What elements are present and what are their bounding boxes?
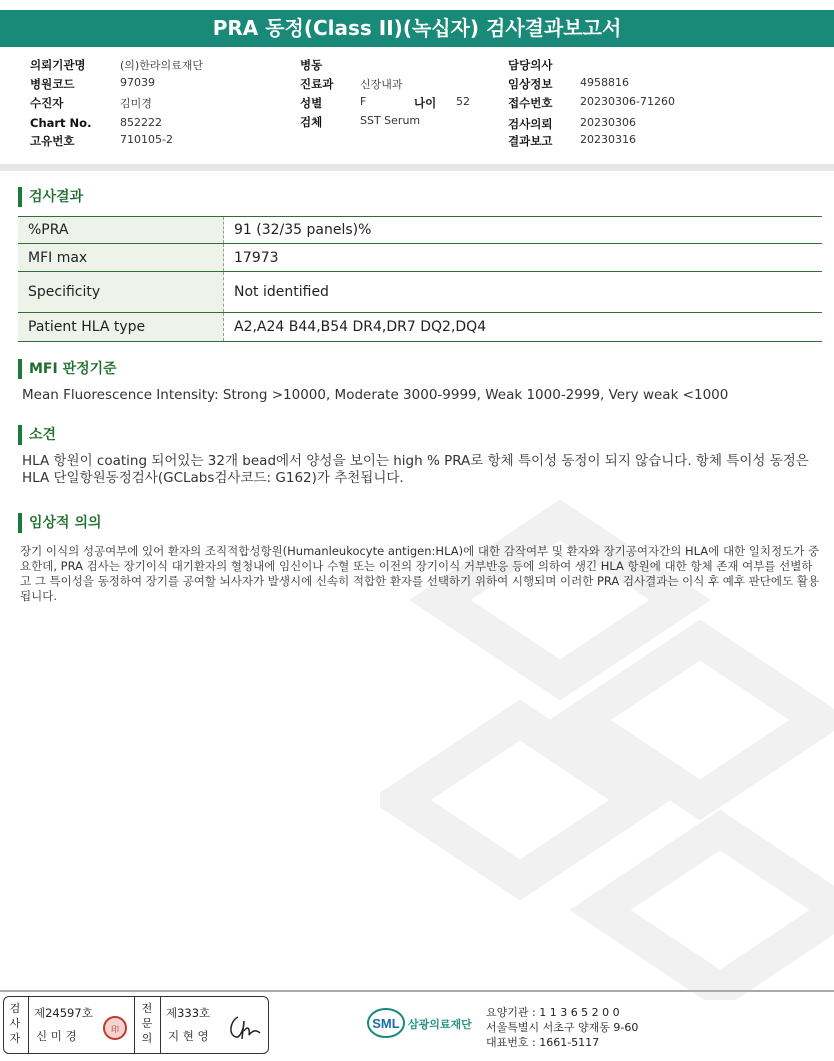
result-key: MFI max — [18, 244, 224, 272]
examiner-name: 신 미 경 — [36, 1029, 77, 1043]
divider — [134, 997, 135, 1053]
info-label: 수진자 — [30, 96, 64, 110]
info-label: 접수번호 — [508, 96, 553, 110]
reviewer-license: 제333호 — [166, 1006, 211, 1020]
examiner-license: 제24597호 — [34, 1006, 93, 1020]
report-title: PRA 동정(Class II)(녹십자) 검사결과보고서 — [0, 10, 834, 47]
examiner-vertical-label: 검 사 자 — [9, 1002, 21, 1045]
opinion-text: HLA 항원이 coating 되어있는 32개 bead에서 양성을 보이는 high % PRA로 항체 특이성 동정이 되지 않습니다. 항체 특이성 동정은 HLA 단일항원동정검사(GCLabs검사코드: G162)가 추천됩니다. — [22, 453, 809, 486]
info-value: 710105-2 — [120, 133, 173, 146]
info-label: 담당의사 — [508, 58, 553, 72]
info-value: 20230306 — [580, 116, 636, 129]
info-value: 852222 — [120, 116, 162, 129]
info-value: 신장내과 — [360, 78, 403, 91]
info-value: 52 — [456, 95, 470, 108]
info-label: 결과보고 — [508, 134, 553, 148]
clinical-heading: 임상적 의의 — [18, 513, 102, 533]
table-row — [18, 244, 822, 272]
opinion-heading: 소견 — [18, 425, 56, 445]
org-name: 삼광의료재단 — [408, 1018, 472, 1031]
divider — [160, 997, 161, 1053]
svg-text:印: 印 — [111, 1025, 119, 1034]
info-value: 20230306-71260 — [580, 95, 675, 108]
info-value: 20230316 — [580, 133, 636, 146]
signature-box — [3, 996, 269, 1054]
org-info — [486, 1005, 638, 1050]
info-label: 성별 — [300, 96, 323, 110]
signature-icon — [226, 1009, 264, 1043]
info-value: SST Serum — [360, 114, 421, 127]
info-value: F — [360, 95, 367, 108]
org-phone: 대표번호 : 1661-5117 — [486, 1036, 600, 1049]
results-table — [18, 216, 822, 342]
divider — [0, 164, 834, 171]
reviewer-vertical-label: 전 문 의 — [141, 1002, 153, 1045]
org-address: 서울특별시 서초구 양재동 9-60 — [486, 1021, 639, 1034]
result-value: A2,A24 B44,B54 DR4,DR7 DQ2,DQ4 — [224, 313, 823, 342]
mfi-heading: MFI 판정기준 — [18, 359, 117, 379]
table-row — [18, 313, 822, 342]
footer-divider — [0, 990, 834, 992]
svg-text:SML: SML — [372, 1016, 400, 1031]
reviewer-name: 지 현 영 — [168, 1029, 209, 1043]
info-value: 97039 — [120, 76, 155, 89]
info-label: 진료과 — [300, 77, 334, 91]
mfi-text: Mean Fluorescence Intensity: Strong >10000, Moderate 3000-9999, Weak 1000-2999, Very weak <1000 — [22, 387, 729, 403]
seal-icon — [102, 1015, 128, 1041]
info-value: 4958816 — [580, 76, 629, 89]
watermark-pattern — [380, 440, 834, 1000]
info-label: 고유번호 — [30, 134, 75, 148]
info-label: 검체 — [300, 115, 323, 129]
clinical-text: 장기 이식의 성공여부에 있어 환자의 조직적합성항원(Humanleukocyte antigen:HLA)에 대한 감작여부 및 환자와 장기공여자간의 HLA에 대한 일치정도가 중요한데, PRA 검사는 장기이식 대기환자의 혈청내에 임신이나 수혈 또는 이전의 장기이식 거부반응 등에 의하여 생긴 HLA 항원에 대한 항체 존재 여부를 선별하고 그 특이성을 동정하여 장기를 공여할 뇌사자가 발생시에 신속히 적합한 환자를 선택하기 위하여 시행되며 이러한 PRA 검사결과는 이식 후 예후 판단에도 활용됩니다. — [20, 544, 820, 603]
sml-logo-icon — [366, 1002, 486, 1044]
info-label: 의뢰기관명 — [30, 58, 86, 72]
result-key: Specificity — [18, 272, 224, 313]
result-key: %PRA — [18, 217, 224, 244]
info-value: (의)한라의료재단 — [120, 59, 203, 72]
table-row — [18, 272, 822, 313]
info-label: 병동 — [300, 58, 323, 72]
result-value: Not identified — [224, 272, 823, 313]
info-label: 검사의뢰 — [508, 117, 553, 131]
info-label: 임상정보 — [508, 77, 553, 91]
result-key: Patient HLA type — [18, 313, 224, 342]
info-label: 나이 — [414, 96, 437, 110]
results-heading: 검사결과 — [18, 187, 83, 207]
org-code: 요양기관 : 1 1 3 6 5 2 0 0 — [486, 1006, 620, 1019]
table-row — [18, 217, 822, 244]
info-value: 김미경 — [120, 97, 152, 110]
divider — [28, 997, 29, 1053]
info-label: Chart No. — [30, 116, 92, 130]
patient-info — [0, 54, 834, 154]
info-label: 병원코드 — [30, 77, 75, 91]
result-value: 91 (32/35 panels)% — [224, 217, 823, 244]
result-value: 17973 — [224, 244, 823, 272]
